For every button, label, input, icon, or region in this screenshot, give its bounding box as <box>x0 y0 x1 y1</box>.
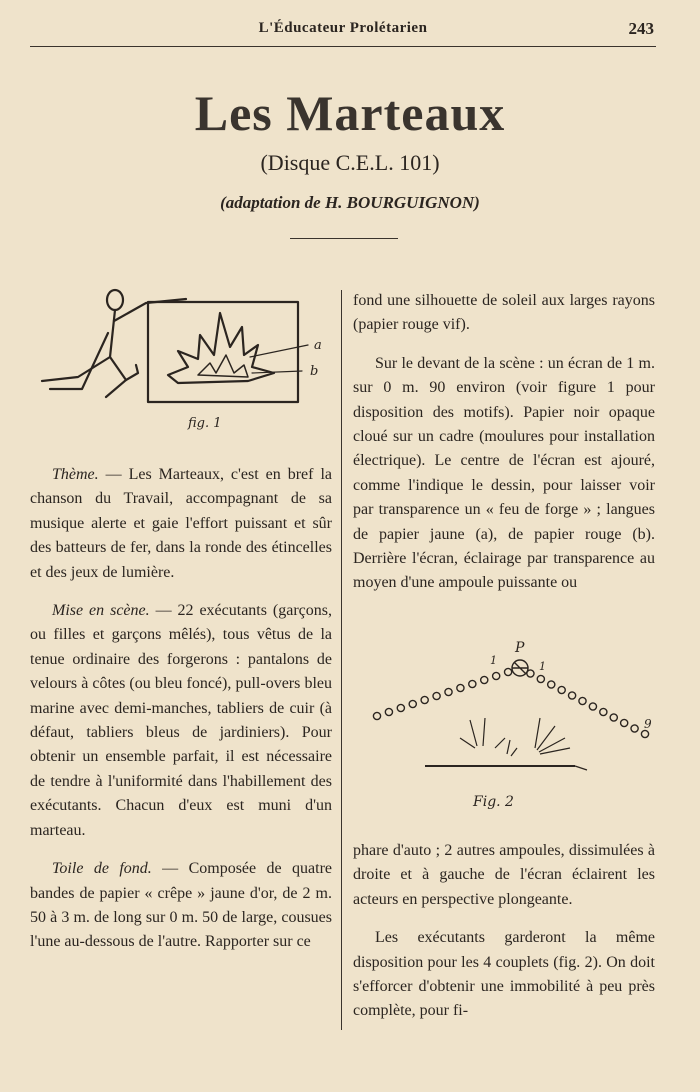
paragraph-phare: phare d'auto ; 2 autres ampoules, dissimulées à droite et à gauche de l'écran éclairent les acteurs en perspective plongeante. <box>353 842 655 908</box>
lead-toile-de-fond: Toile de fond. <box>52 860 152 878</box>
performer-mark <box>457 684 464 691</box>
paragraph-mise-en-scene <box>30 599 332 843</box>
text-toile-de-fond: — Composée de quatre bandes de papier « crêpe » jaune d'or, de 2 m. 50 à 3 m. de long sur 0 m. 50 de large, cousues l'une au-dessous de l'autre. Rapporter sur ce <box>30 860 333 951</box>
performer-mark <box>579 697 586 704</box>
fig2-label-p: P <box>515 640 525 656</box>
performer-mark <box>537 675 544 682</box>
right-column-upper <box>353 289 655 610</box>
article-title: Les Marteaux <box>194 85 506 141</box>
performer-mark <box>548 681 555 688</box>
lead-theme: Thème. <box>52 466 99 483</box>
performer-mark <box>385 708 392 715</box>
leader-hatch <box>512 662 528 674</box>
title-divider <box>290 238 398 239</box>
fig2-label-9: 9 <box>644 717 652 731</box>
text-mise-en-scene: — 22 exécutants (garçons, ou filles et garçons mêlés), tous vêtus de la tenue ordinaire des forgerons : pantalons de velours à côtes (ou bleu foncé), pull-overs bleu marine avec demi-manches, tabliers de cuir (à défaut, tabliers bleus de jardiniers). Pour obtenir un ensemble parfait, il est nécessaire de tendre à l'uniformité dans l'habillement des exécutants. Chacun d'eux est muni d'un marteau. <box>30 602 333 839</box>
paragraph-devant-scene: Sur le devant de la scène : un écran de 1 m. sur 0 m. 90 environ (voir figure 1 pour disposition des motifs). Papier noir opaque cloué sur un cadre (moulures pour installation électrique). Le centre de l'écran est ajouré, comme l'indique le dessin, pour laisser voir par transparence un « feu de forge » ; langues de papier jaune (a), de papier rouge (b). Derrière l'écran, éclairage par transparence au moyen d'une ampoule puissante ou <box>353 354 655 592</box>
page-number: 243 <box>628 19 654 38</box>
fig2-label-1-right: 1 <box>539 660 546 673</box>
performer-mark <box>409 700 416 707</box>
performer-mark <box>397 704 404 711</box>
fig2-caption: Fig. 2 <box>473 794 514 810</box>
performer-mark <box>493 672 500 679</box>
performer-mark <box>641 730 648 737</box>
paragraph-toile-de-fond <box>30 857 332 955</box>
performer-mark <box>589 703 596 710</box>
performer-mark <box>610 714 617 721</box>
performer-mark <box>481 676 488 683</box>
right-column-lower <box>353 839 655 1038</box>
performer-mark <box>558 686 565 693</box>
paragraph-theme <box>30 463 332 585</box>
lead-mise-en-scene: Mise en scène. <box>52 602 150 620</box>
performer-mark <box>373 712 380 719</box>
figure-head-shape <box>107 290 123 310</box>
article-subtitle: (Disque C.E.L. 101) <box>260 150 440 175</box>
performer-mark <box>621 719 628 726</box>
performer-mark <box>600 708 607 715</box>
fig1-label-a: a <box>314 338 322 353</box>
article-adaptation: (adaptation de H. BOURGUIGNON) <box>220 193 480 212</box>
left-column <box>30 463 332 969</box>
fig1-caption: fig. 1 <box>188 416 222 431</box>
figure-1 <box>38 285 338 435</box>
page-header <box>30 18 656 47</box>
performer-mark <box>631 725 638 732</box>
column-divider <box>341 290 342 1030</box>
performer-mark <box>445 688 452 695</box>
fig1-label-b: b <box>310 364 319 379</box>
figure-2 <box>365 630 665 820</box>
paragraph-disposition: Les exécutants garderont la même disposition pour les 4 couplets (fig. 2). On doit s'efforcer d'obtenir une immobilité à peu près complète, pour fi- <box>353 929 655 1020</box>
running-head: L'Éducateur Prolétarien <box>258 20 428 36</box>
text-theme: — Les Marteaux, c'est en bref la chanson du Travail, accompagnant de sa musique alerte et gaie l'effort puissant et sûr des batteurs de fer, dans la ronde des étincelles et des jeux de lumière. <box>30 466 332 581</box>
performer-mark <box>504 668 511 675</box>
fig2-label-1-left: 1 <box>490 654 497 667</box>
performer-mark <box>433 692 440 699</box>
performer-mark <box>469 680 476 687</box>
paragraph-fond: fond une silhouette de soleil aux larges rayons (papier rouge vif). <box>353 292 655 334</box>
performer-mark <box>421 696 428 703</box>
performer-mark <box>568 692 575 699</box>
